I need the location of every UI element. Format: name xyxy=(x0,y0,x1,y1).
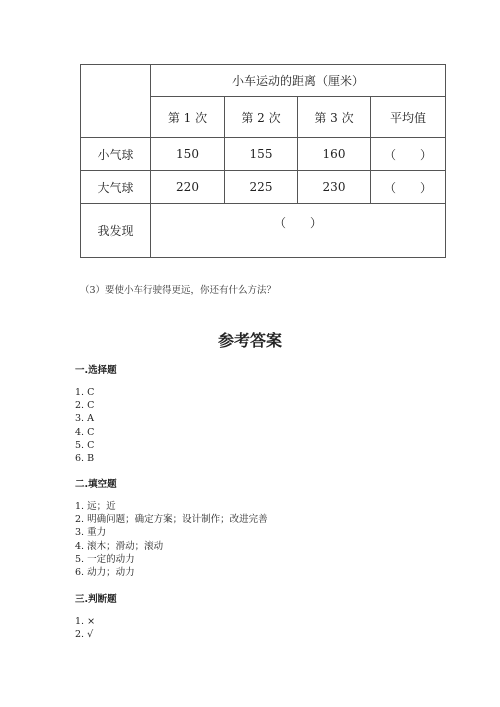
column-header: 平均值 xyxy=(371,97,446,138)
finding-blank: （ ） xyxy=(151,204,446,258)
row-label: 大气球 xyxy=(81,171,151,204)
list-item: 2. C xyxy=(75,400,95,412)
column-header: 第 3 次 xyxy=(298,97,371,138)
table-cell: 155 xyxy=(225,138,298,171)
table-corner-cell xyxy=(81,65,151,138)
list-item: 1. × xyxy=(75,616,96,627)
list-item: 3. A xyxy=(75,413,94,425)
table-cell: 220 xyxy=(151,171,225,204)
list-item: 5. 一定的动力 xyxy=(75,553,135,565)
list-item: 6. B xyxy=(75,452,95,464)
list-item: 2. √ xyxy=(75,629,94,641)
table-cell: 160 xyxy=(298,138,371,171)
table-cell: 225 xyxy=(225,171,298,204)
page-title: 参考答案 xyxy=(217,331,282,350)
row-label: 我发现 xyxy=(81,204,151,258)
list-item: 5. C xyxy=(75,439,95,451)
answer-section-fill xyxy=(75,476,268,579)
list-item: 4. C xyxy=(75,426,95,438)
list-item: 2. 明确问题；确定方案；设计制作；改进完善 xyxy=(75,514,268,526)
table-cell: （ ） xyxy=(371,171,446,204)
section-title: 一.选择题 xyxy=(75,365,117,376)
table-row xyxy=(81,171,446,204)
list-item: 3. 重力 xyxy=(75,527,107,539)
table-row xyxy=(81,138,446,171)
list-item: 4. 滚木；滑动；滚动 xyxy=(75,540,164,552)
section-title: 二.填空题 xyxy=(75,479,117,490)
question-text: （3）要使小车行驶得更远，你还有什么方法？ xyxy=(80,285,277,296)
column-header: 第 1 次 xyxy=(151,97,225,138)
list-item: 1. C xyxy=(75,387,95,398)
table-header-span: 小车运动的距离（厘米） xyxy=(151,65,446,97)
list-item: 1. 远；近 xyxy=(75,501,116,512)
answer-section-judge xyxy=(75,591,117,641)
column-header: 第 2 次 xyxy=(225,97,298,138)
list-item: 6. 动力；动力 xyxy=(75,566,135,578)
table-cell: （ ） xyxy=(371,138,446,171)
distance-table xyxy=(80,64,446,258)
row-label: 小气球 xyxy=(81,138,151,171)
table-row xyxy=(81,204,446,258)
table-cell: 150 xyxy=(151,138,225,171)
section-title: 三.判断题 xyxy=(75,594,117,605)
table-cell: 230 xyxy=(298,171,371,204)
answer-section-choice xyxy=(75,362,117,465)
